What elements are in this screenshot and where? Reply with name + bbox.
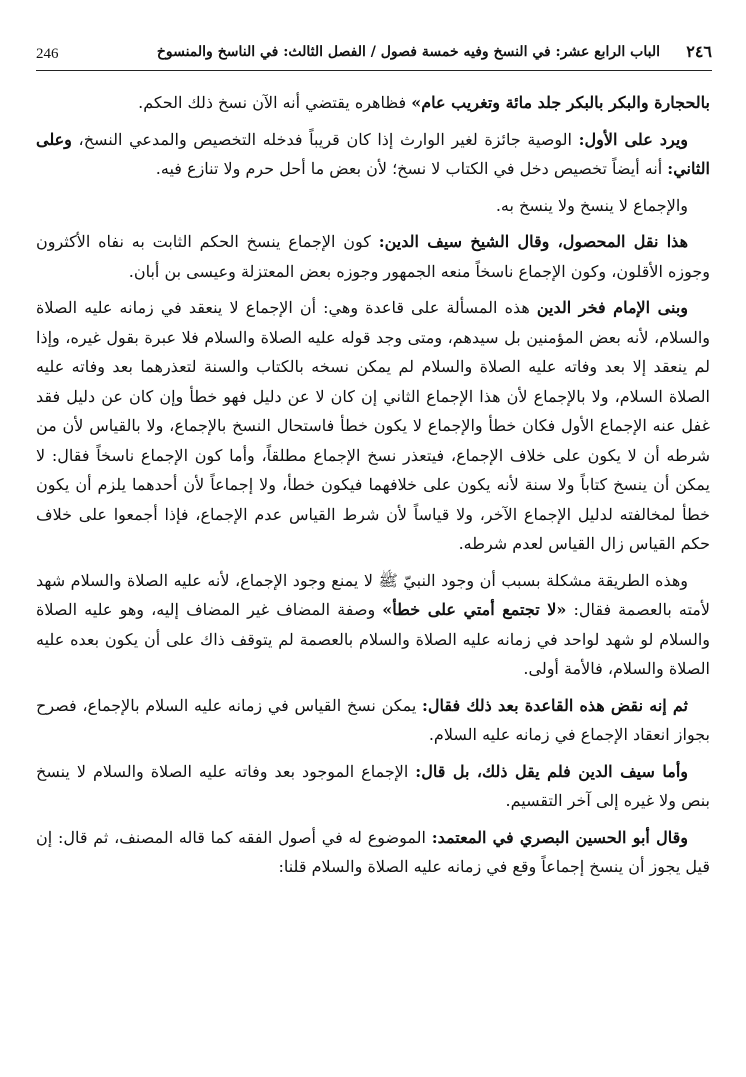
- page-body: [36, 88, 710, 889]
- paragraph: [36, 88, 710, 118]
- paragraph: [36, 823, 710, 882]
- chapter-title: الباب الرابع عشر: في النسخ وفيه خمسة فصول / الفصل الثالث: في الناسخ والمنسوخ: [156, 44, 660, 60]
- page-number-latin: 246: [36, 46, 59, 62]
- paragraph: [36, 227, 710, 286]
- text-run: فظاهره يقتضي أنه الآن نسخ ذلك الحكم.: [138, 93, 412, 112]
- text-run: الوصية جائزة لغير الوارث إذا كان قريباً فدخله التخصيص والمدعي النسخ،: [71, 129, 579, 149]
- paragraph: [36, 691, 710, 750]
- text-run: هذه المسألة على قاعدة وهي: أن الإجماع لا ينعقد في زمانه عليه الصلاة والسلام، لأنه بعض المؤمنين بل سيدهم، ومتى وجد قوله عليه الصلاة والسلام فلا عبرة بقول غيره، وإذا لم ينعقد إلا بعد وفاته عليه الصلاة والسلام لم يمكن نسخه بالكتاب والسنة لتعذرهما بعد وفاته عليه الصلاة السلام، ولا بالإجماع لأن هذا الإجماع الثاني إن كان لا عن دليل فهو خطأ وإن كان عن دليل فقد غفل عنه الإجماع الأول فكان خطأ والإجماع لا يكون خطأ فاستحال النسخ بالإجماع، ولا بالقياس لأن من شرطه أن لا يكون على خلاف الإجماع، فيتعذر نسخ الإجماع مطلقاً، وأما كون الإجماع ناسخاً فقال: لا يمكن أن ينسخ كتاباً ولا سنة لأنه يكون على خلافهما فيكون خطأ، ولا إجماعاً لأن أحدهما يلزم أن يكون خطأ لمخالفته لدليل الإجماع الآخر، ولا قياساً لأن شرط القياس عدم الإجماع، فإذا أجمعوا على خلاف حكم القياس زال القياس لعدم شرطه.: [36, 298, 711, 553]
- bold-run: «لا تجتمع أمتي على خطأ»: [382, 600, 567, 619]
- bold-run: وبنى الإمام فخر الدين: [536, 298, 688, 317]
- text-run: يمكن نسخ القياس في زمانه عليه السلام بالإجماع، فصرح بجواز انعقاد الإجماع في زمانه عليه السلام.: [36, 695, 710, 744]
- paragraph: [36, 125, 710, 184]
- text-run: والإجماع لا ينسخ ولا ينسخ به.: [495, 195, 688, 215]
- paragraph: [36, 191, 710, 221]
- paragraph: [36, 293, 710, 559]
- text-run: كون الإجماع ينسخ الحكم الثابت به نفاه الأكثرون وجوزه الأقلون، وكون الإجماع ناسخاً منعه الجمهور وجوزه بعض المعتزلة وعيسى بن أبان.: [36, 232, 710, 281]
- paragraph: [36, 757, 710, 816]
- text-run: الإجماع الموجود بعد وفاته عليه الصلاة والسلام لا ينسخ بنص ولا غيره إلى آخر التقسيم.: [36, 761, 710, 810]
- text-run: وهذه الطريقة مشكلة بسبب أن وجود النبيّ ﷺ لا يمنع وجود الإجماع، لأنه عليه الصلاة والسلام شهد لأمته بالعصمة فقال:: [36, 570, 711, 619]
- bold-run: ثم إنه نقض هذه القاعدة بعد ذلك فقال:: [422, 695, 688, 715]
- text-run: أنه أيضاً تخصيص دخل في الكتاب لا نسخ؛ لأن بعض ما أحل حرم ولا تنازع فيه.: [155, 159, 668, 178]
- bold-run: بالحجارة والبكر بالبكر جلد مائة وتغريب عام»: [411, 93, 710, 112]
- bold-run: وقال أبو الحسين البصري في المعتمد:: [431, 827, 688, 847]
- bold-run: هذا نقل المحصول، وقال الشيخ سيف الدين:: [378, 232, 689, 251]
- text-run: الموضوع له في أصول الفقه كما قاله المصنف، ثم قال: إن قيل يجوز أن ينسخ إجماعاً وقع في زمانه عليه الصلاة والسلام قلنا:: [36, 827, 710, 876]
- page-number-arabic: ٢٤٦: [686, 42, 712, 61]
- text-run: وصفة المضاف غير المضاف إليه، وهو عليه الصلاة والسلام لو شهد لواحد في زمانه عليه الصلاة والسلام بالعصمة لم يتوقف ذاك على أن يكون بعده عليه الصلاة والسلام، فالأمة أولى.: [36, 600, 711, 678]
- paragraph: [36, 566, 710, 684]
- bold-run: وعلى الثاني:: [36, 129, 710, 178]
- bold-run: وأما سيف الدين فلم يقل ذلك، بل قال:: [415, 761, 689, 781]
- bold-run: ويرد على الأول:: [578, 129, 688, 149]
- running-header: [36, 40, 712, 71]
